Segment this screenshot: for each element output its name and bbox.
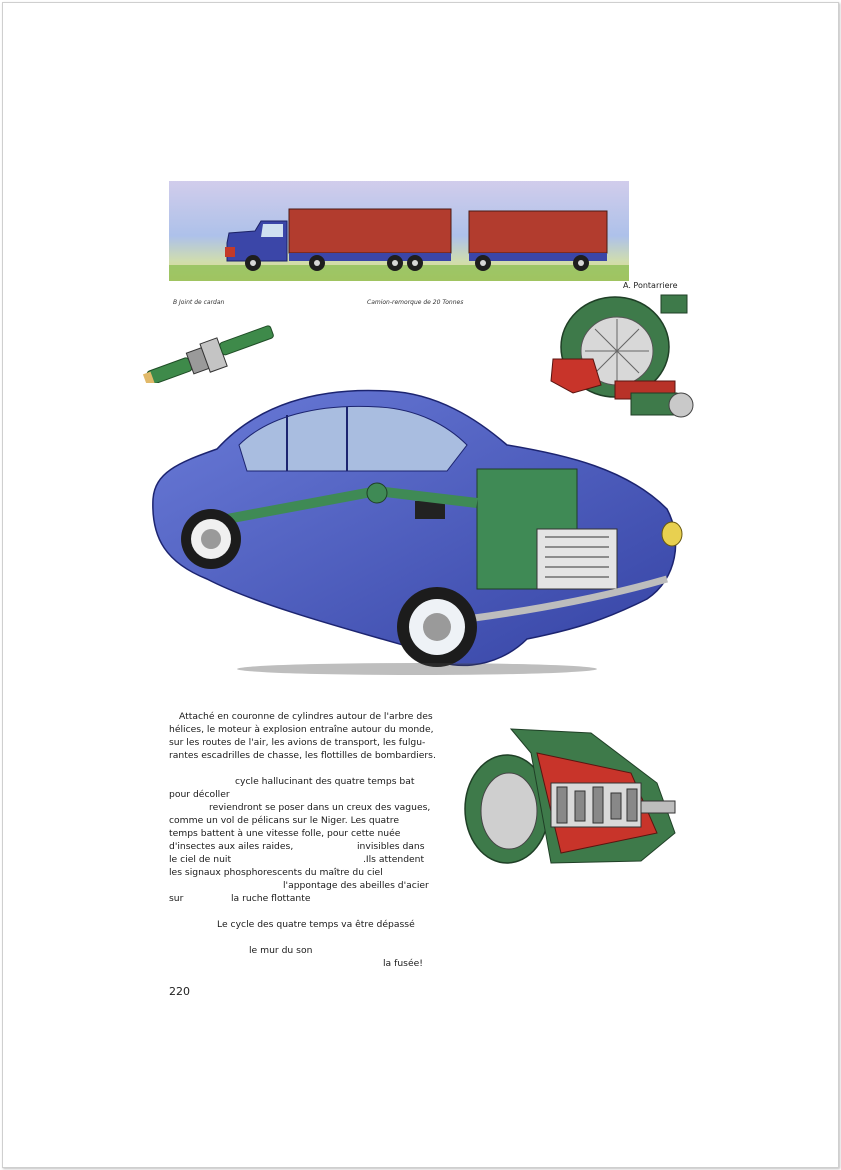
car-illustration (147, 379, 687, 679)
text-line-20: la fusée! (383, 958, 423, 969)
page-sheet (2, 2, 839, 1168)
text-line-19: le mur du son (249, 945, 313, 956)
text-line-5: cycle hallucinant des quatre temps bat (235, 776, 415, 787)
signature: A. Pontarriere (623, 281, 678, 290)
text-line-6: pour décoller (169, 789, 230, 800)
text-line-18: Le cycle des quatre temps va être dépassé (217, 919, 415, 930)
text-line-2: hélices, le moteur à explosion entraîne autour du monde, (169, 724, 434, 735)
text-line-8: comme un vol de pélicans sur le Niger. Les quatre (169, 815, 399, 826)
text-line-17: la ruche flottante (231, 893, 311, 904)
text-line-15: l'appontage des abeilles d'acier (283, 880, 429, 891)
text-line-11: invisibles dans (357, 841, 425, 852)
cardan-joint-illustration (137, 319, 283, 383)
page-number: 220 (169, 985, 190, 998)
caption-joint: B Joint de cardan (173, 299, 225, 306)
text-line-10: d'insectes aux ailes raides, (169, 841, 294, 852)
text-line-12: le ciel de nuit (169, 854, 232, 865)
text-line-4: rantes escadrilles de chasse, les flottilles de bombardiers. (169, 750, 436, 761)
text-line-7: reviendront se poser dans un creux des vagues, (209, 802, 431, 813)
text-line-1: Attaché en couronne de cylindres autour de l'arbre des (179, 711, 433, 722)
text-line-9: temps battent à une vitesse folle, pour cette nuée (169, 828, 401, 839)
text-line-13: .Ils attendent (363, 854, 425, 865)
text-line-16: sur (169, 893, 184, 904)
gearbox-illustration (461, 713, 681, 879)
caption-truck: Camion-remorque de 20 Tonnes (367, 299, 464, 306)
text-line-3: sur les routes de l'air, les avions de transport, les fulgu- (169, 737, 426, 748)
text-line-14: les signaux phosphorescents du maître du ciel (169, 867, 383, 878)
truck-illustration (169, 181, 629, 283)
